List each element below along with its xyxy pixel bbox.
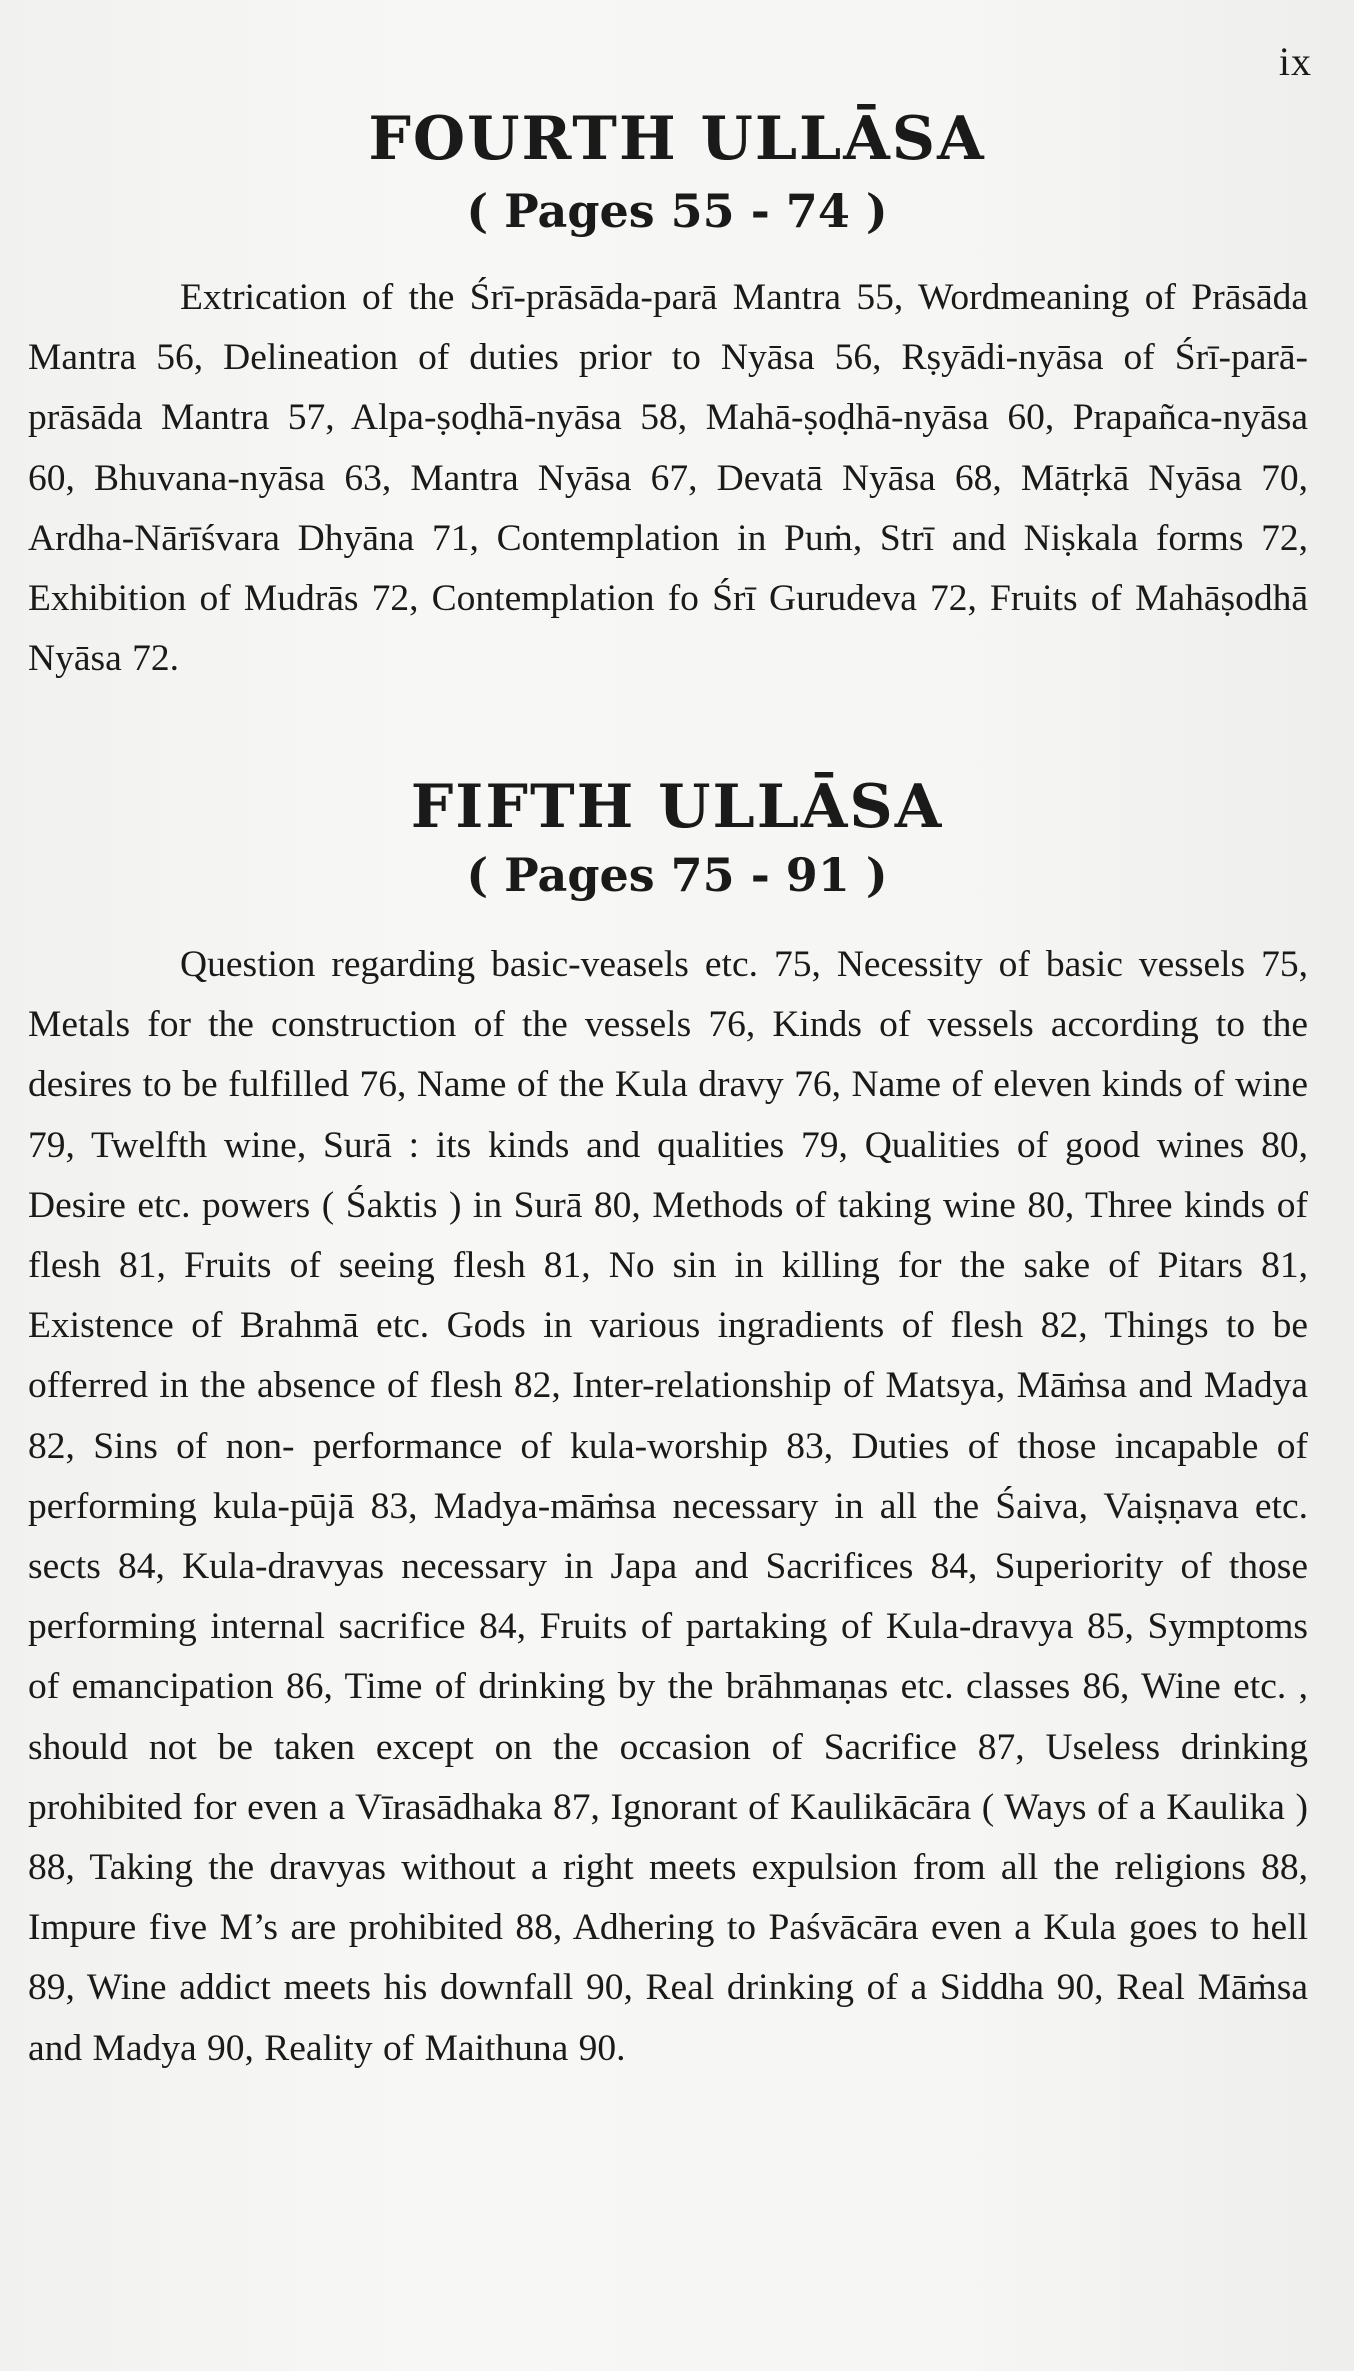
page-number: ix: [1278, 39, 1312, 84]
section-title-fourth-ullasa: FOURTH ULLĀSA: [368, 104, 986, 174]
section-title-fifth-ullasa: FIFTH ULLĀSA: [410, 772, 944, 842]
section-pages-fourth-ullasa: ( Pages 55 - 74 ): [466, 184, 888, 238]
section-pages-fifth-ullasa: ( Pages 75 - 91 ): [466, 848, 888, 902]
section-contents-fifth-ullasa: Question regarding basic-veasels etc. 75, Necessity of basic vessels 75, Metals for the construction of the vessels 76, Kinds of vessels according to the desires to be fulfilled 76, Name of the Kula dravy 76, Name of eleven kinds of wine 79, Twelfth wine, Surā : its kinds and qualities 79, Qualities of good wines 80, Desire etc. powers ( Śaktis ) in Surā 80, Methods of taking wine 80, Three kinds of flesh 81, Fruits of seeing flesh 81, No sin in killing for the sake of Pitars 81, Existence of Brahmā etc. Gods in various ingradients of flesh 82, Things to be offerred in the absence of flesh 82, Inter-relationship of Matsya, Māṁsa and Madya 82, Sins of non- performance of kula-worship 83, Duties of those incapable of performing kula-pūjā 83, Madya-māṁsa necessary in all the Śaiva, Vaiṣṇava etc. sects 84, Kula-dravyas necessary in Japa and Sacrifices 84, Superiority of those performing internal sacrifice 84, Fruits of partaking of Kula-dravya 85, Symptoms of emancipation 86, Time of drinking by the brāhmaṇas etc. classes 86, Wine etc. , should not be taken except on the occasion of Sacrifice 87, Useless drinking prohibited for even a Vīrasādhaka 87, Ignorant of Kaulikācāra ( Ways of a Kaulika ) 88, Taking the dravyas without a right meets expulsion from all the religions 88, Impure five M’s are prohibited 88, Adhering to Paśvācāra even a Kula goes to hell 89, Wine addict meets his downfall 90, Real drinking of a Siddha 90, Real Māṁsa and Madya 90, Reality of Maithuna 90.: [28, 944, 1308, 2069]
section-contents-fourth-ullasa: Extrication of the Śrī-prāsāda-parā Mantra 55, Wordmeaning of Prāsāda Mantra 56, Delineation of duties prior to Nyāsa 56, Rṣyādi-nyāsa of Śrī-parā-prāsāda Mantra 57, Alpa-ṣoḍhā-nyāsa 58, Mahā-ṣoḍhā-nyāsa 60, Prapañca-nyāsa 60, Bhuvana-nyāsa 63, Mantra Nyāsa 67, Devatā Nyāsa 68, Mātṛkā Nyāsa 70, Ardha-Nārīśvara Dhyāna 71, Contemplation in Puṁ, Strī and Niṣkala forms 72, Exhibition of Mudrās 72, Contemplation fo Śrī Gurudeva 72, Fruits of Mahāṣodhā Nyāsa 72.: [28, 277, 1308, 680]
